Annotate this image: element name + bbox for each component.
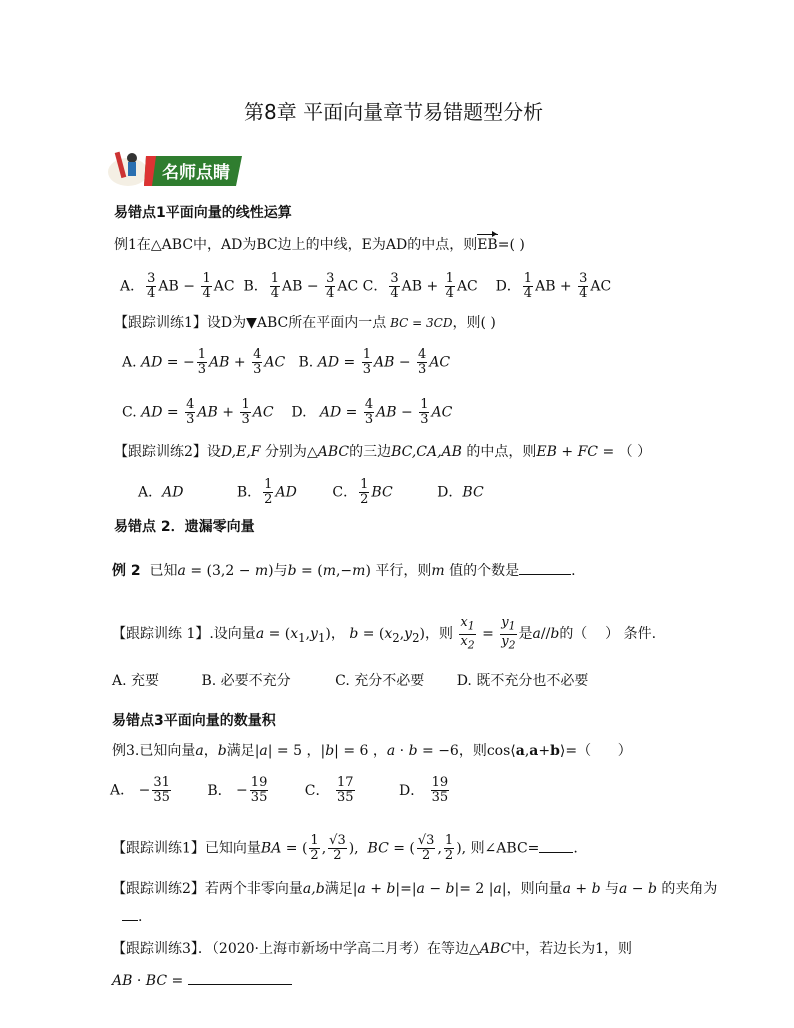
option-a: A. 充要 (112, 673, 160, 689)
option-d: D. 既不充分也不必要 (456, 673, 589, 689)
training-1-1-options-ab: A. AD = − $\frac{1}{3}$ AB + $\frac{4}{3}$ AC B. AD = $\frac{1}{3}$ AB − $\frac{4}{3}$ AC (122, 347, 451, 377)
training-3-3: 【跟踪训练3】．（2020·上海市新场中学高二月考）在等边△ABC中，若边长为1，则 (112, 941, 633, 957)
option-b: B． (243, 278, 268, 295)
vector-EB: EB (477, 237, 498, 253)
section-heading-1: 易错点1平面向量的线性运算 (114, 205, 292, 221)
training-1-2-mid3: 的中点，则 (466, 444, 537, 460)
training-3-3-formula: AB · BC = (112, 972, 292, 990)
option-b: B． (207, 782, 232, 799)
example-1 (114, 236, 525, 254)
option-d: D． (398, 782, 425, 799)
training-2-1: 【跟踪训练 1】.设向量$a = (x_1,y_1)$， $b = (x_2,y_2)$，则 $\frac{x_1}{x_2}$ = $\frac{y_1}{y_2}$ 是a//b的（ ） 条件. (112, 615, 657, 652)
training-1-2-text: 【跟踪训练2】设 (114, 444, 221, 460)
example-2-label: 例 2 (112, 563, 141, 579)
training-3-2-mid2: ，则向量 (506, 881, 563, 897)
training-1-1-tail: ，则( ) (452, 315, 496, 331)
page-title: 第8章 平面向量章节易错题型分析 (244, 100, 544, 124)
section-heading-3: 易错点3平面向量的数量积 (112, 713, 276, 729)
training-2-1-text: 【跟踪训练 1】.设向量 (112, 626, 256, 643)
teacher-tip-badge (104, 146, 244, 188)
example-2: 例 2 已知a = (3,2 − m)与b = (m,−m) 平行，则m 值的个数是 . (112, 563, 576, 579)
training-1-1: 【跟踪训练1】设D为▼ABC所在平面内一点 BC = 3CD，则( ) (114, 315, 496, 331)
training-3-2-mid: 满足 (324, 881, 353, 897)
training-3-1: 【跟踪训练1】已知向量BA = ( $\frac{1}{2}$ , $\frac{√3}{2}$ ), BC = ( $\frac{√3}{2}$ , $\frac{1}{2}$ ), 则∠ABC= . (112, 833, 578, 863)
training-1-2-tail: （ ） (618, 444, 652, 460)
option-d: D． (495, 278, 521, 295)
example-3: 例3.已知向量a，b满足|a| = 5 ，|b| = 6 ，a · b = −6，则cos⟨a,a+b⟩=（ ） (112, 743, 632, 759)
training-1-2-mid2: 的三边 (349, 444, 392, 460)
training-2-1-options (112, 672, 588, 690)
section-heading-2: 易错点 2．遗漏零向量 (114, 519, 255, 535)
training-3-2: 【跟踪训练2】若两个非零向量a,b满足|a + b|=|a − b|= 2 |a|，则向量a + b 与a − b 的夹角为 (112, 881, 718, 897)
training-3-2-text: 【跟踪训练2】若两个非零向量 (112, 881, 303, 897)
training-1-2: 【跟踪训练2】设D,E,F 分别为△ABC的三边BC,CA,AB 的中点，则EB + FC = （ ） (114, 444, 652, 460)
example-2-mid: 与 (273, 563, 288, 579)
training-1-1-text: 【跟踪训练1】设D为▼ABC所在平面内一点 (114, 315, 387, 331)
example-2-mid2: 平行，则 (375, 563, 432, 579)
option-c: C． (362, 278, 388, 295)
training-3-3-tail: 中，若边长为1，则 (511, 941, 633, 957)
example-3-mid: 满足 (226, 743, 255, 759)
example-3-text: 例3.已知向量 (112, 743, 196, 759)
example-1-text: 例1在△ABC中，AD为BC边上的中线，E为AD的中点，则 (114, 237, 478, 253)
example-2-tail: 值的个数是 (449, 563, 520, 579)
training-1-2-mid: 分别为 (264, 444, 307, 460)
training-3-1-text: 【跟踪训练1】已知向量 (112, 840, 261, 857)
option-b: B. 必要不充分 (201, 673, 291, 689)
option-c: C． (304, 782, 330, 799)
badge-label: 名师点睛 (162, 163, 230, 183)
option-c: C. 充分不必要 (335, 673, 425, 689)
example-1-tail: =( ) (497, 237, 525, 253)
option-a: A． (110, 782, 135, 799)
training-3-2-tail: 的夹角为 (661, 881, 718, 897)
training-3-2-answer-blank: . (122, 908, 142, 926)
example-3-tail: ，则 (458, 743, 487, 759)
example-3-options: A． − $\frac{31}{35}$ B． − $\frac{19}{35}$ C． $\frac{17}{35}$ D． $\frac{19}{35}$ (110, 775, 449, 805)
example-1-options: A． $\frac{3}{4}$ AB − $\frac{1}{4}$ AC B． $\frac{1}{4}$ AB − $\frac{3}{4}$ AC C． $\frac{3}{4}$ AB + $\frac{1}{4}$ AC D． $\frac{1}{4}$ AB + $\frac{3}{4}$ AC (120, 271, 612, 301)
training-3-2-mid3: 与 (605, 881, 619, 897)
option-a: A． (120, 278, 145, 295)
example-2-text: 已知 (149, 563, 178, 579)
training-1-1-options-cd: C. AD = $\frac{4}{3}$ AB + $\frac{1}{3}$ AC D. AD = $\frac{4}{3}$ AB − $\frac{1}{3}$ AC (122, 397, 453, 427)
training-3-1-tail: 则∠ABC= (470, 840, 540, 857)
training-3-3-text: 【跟踪训练3】．（2020·上海市新场中学高二月考）在等边 (112, 941, 469, 957)
training-2-1-tail: 条件. (623, 626, 657, 643)
training-1-2-options: A．AD B． $\frac{1}{2}$ AD C． $\frac{1}{2}$ BC D．BC (138, 477, 484, 507)
